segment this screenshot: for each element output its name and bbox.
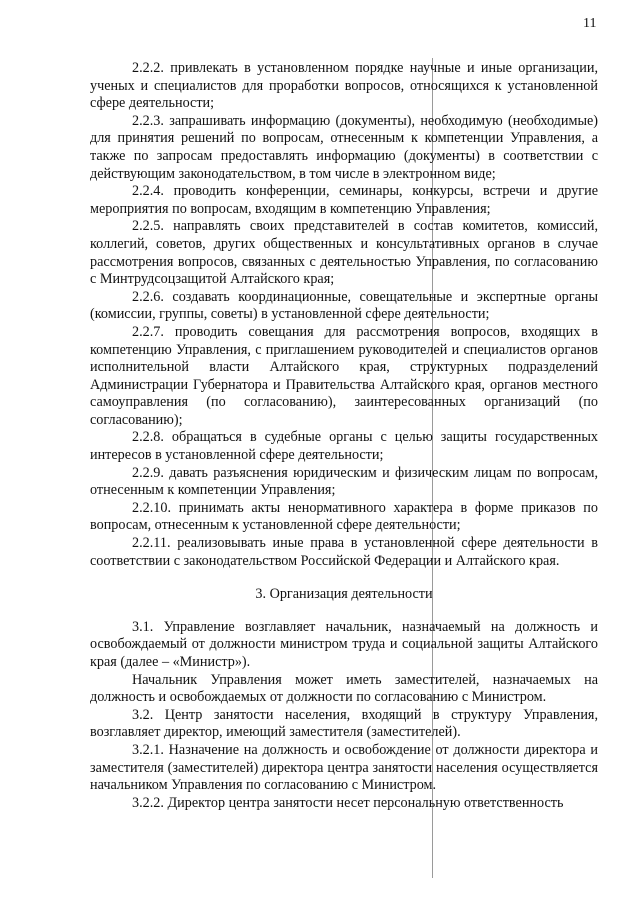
paragraph-2-2-6: 2.2.6. создавать координационные, совещательные и экспертные органы (комиссии, группы, советы) в установленной сфере деятельности; (90, 288, 598, 323)
paragraph-2-2-2: 2.2.2. привлекать в установленном порядке научные и иные организации, ученых и специалистов для проработки вопросов, относящихся к установленной сфере деятельности; (90, 60, 598, 112)
paragraph-3-2: 3.2. Центр занятости населения, входящий в структуру Управления, возглавляет директор, имеющий заместителя (заместителей). (90, 706, 598, 741)
paragraph-3-1: 3.1. Управление возглавляет начальник, назначаемый на должность и освобождаемый от должности министром труда и социальной защиты Алтайского края (далее – «Министр»). (90, 618, 598, 670)
paragraph-3-2-2: 3.2.2. Директор центра занятости несет персональную ответственность (132, 794, 564, 811)
paragraph-3-1-deputies: Начальник Управления может иметь заместителей, назначаемых на должность и освобождаемых от должности по согласованию с Министром. (90, 671, 598, 706)
paragraph-2-2-4: 2.2.4. проводить конференции, семинары, конкурсы, встречи и другие мероприятия по вопросам, входящим в компетенцию Управления; (90, 183, 598, 217)
paragraph-2-2-5: 2.2.5. направлять своих представителей в состав комитетов, комиссий, коллегий, советов, других общественных и консультативных органов в случае рассмотрения вопросов, связанных с деятельностью Управления, по согласованию с Минтрудсоцзащитой Алтайского края; (90, 218, 598, 288)
paragraph-2-2-9: 2.2.9. давать разъяснения юридическим и физическим лицам по вопросам, отнесенным к компетенции Управления; (90, 464, 598, 499)
paragraph-2-2-3: 2.2.3. запрашивать информацию (документы), необходимую (необходимые) для принятия решений по вопросам, отнесенным к компетенции Управления, а также по запросам предоставлять информацию (документы) в соответствии с действующим законодательством, в том числе в электронном виде; (90, 112, 598, 182)
page-number: 11 (583, 16, 597, 31)
paragraph-2-2-7: 2.2.7. проводить совещания для рассмотрения вопросов, входящих в компетенцию Управления, с приглашением руководителей и специалистов органов исполнительной власти Алтайского края, структурных подразделений Администрации Губернатора и Правительства Алтайского края, органов местного самоуправления (по согласованию), заинтересованных организаций (по согласованию); (90, 323, 598, 428)
document-body (90, 60, 598, 812)
paragraph-2-2-11: 2.2.11. реализовывать иные права в установленной сфере деятельности в соответствии с законодательством Российской Федерации и Алтайского края. (90, 535, 598, 569)
section-heading: 3. Организация деятельности (255, 586, 433, 603)
paragraph-2-2-8: 2.2.8. обращаться в судебные органы с целью защиты государственных интересов в установленной сфере деятельности; (90, 429, 598, 464)
paragraph-3-2-1: 3.2.1. Назначение на должность и освобождение от должности директора и заместителя (заместителей) директора центра занятости населения осуществляется начальником Управления по согласованию с Министром. (90, 741, 598, 794)
paragraph-2-2-10: 2.2.10. принимать акты ненормативного характера в форме приказов по вопросам, отнесенным к установленной сфере деятельности; (90, 499, 598, 534)
